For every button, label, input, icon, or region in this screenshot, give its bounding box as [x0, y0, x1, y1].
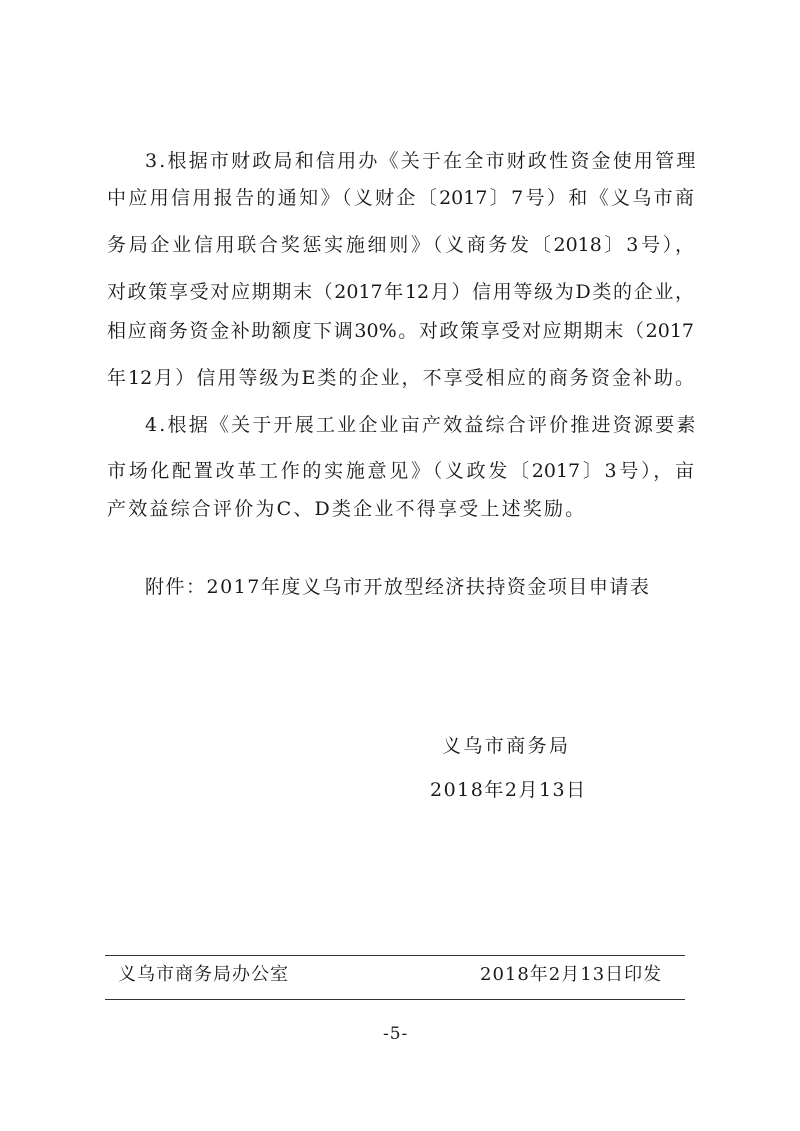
- paragraph-3-line-6: 年12月）信用等级为E类的企业，不享受相应的商务资金补助。: [107, 367, 694, 389]
- signature-date: 2018年2月13日: [430, 779, 587, 801]
- footer-print-date: 2018年2月13日印发: [480, 964, 663, 985]
- paragraph-3-line-5: 相应商务资金补助额度下调30%。对政策享受对应期期末（2017: [107, 320, 694, 342]
- footer-bottom-rule: [105, 999, 685, 1000]
- paragraph-3-line-3: 务局企业信用联合奖惩实施细则》（义商务发〔2018〕3号），: [107, 234, 694, 256]
- paragraph-4-line-3: 产效益综合评价为C、D类企业不得享受上述奖励。: [107, 498, 587, 520]
- paragraph-3-line-2: 中应用信用报告的通知》（义财企〔2017〕7号）和《义乌市商: [107, 187, 694, 209]
- footer-top-rule: [105, 955, 685, 956]
- page-number: -5-: [383, 1024, 409, 1044]
- paragraph-3-line-4: 对政策享受对应期期末（2017年12月）信用等级为D类的企业，: [107, 281, 694, 303]
- footer-issuer: 义乌市商务局办公室: [118, 964, 289, 985]
- signature-org: 义乌市商务局: [442, 735, 571, 757]
- attachment-line: 附件：2017年度义乌市开放型经济扶持资金项目申请表: [145, 576, 651, 598]
- paragraph-3-line-1: 3.根据市财政局和信用办《关于在全市财政性资金使用管理: [145, 150, 698, 172]
- paragraph-4-line-1: 4.根据《关于开展工业企业亩产效益综合评价推进资源要素: [145, 414, 698, 436]
- paragraph-4-line-2: 市场化配置改革工作的实施意见》（义政发〔2017〕3号），亩: [107, 460, 694, 482]
